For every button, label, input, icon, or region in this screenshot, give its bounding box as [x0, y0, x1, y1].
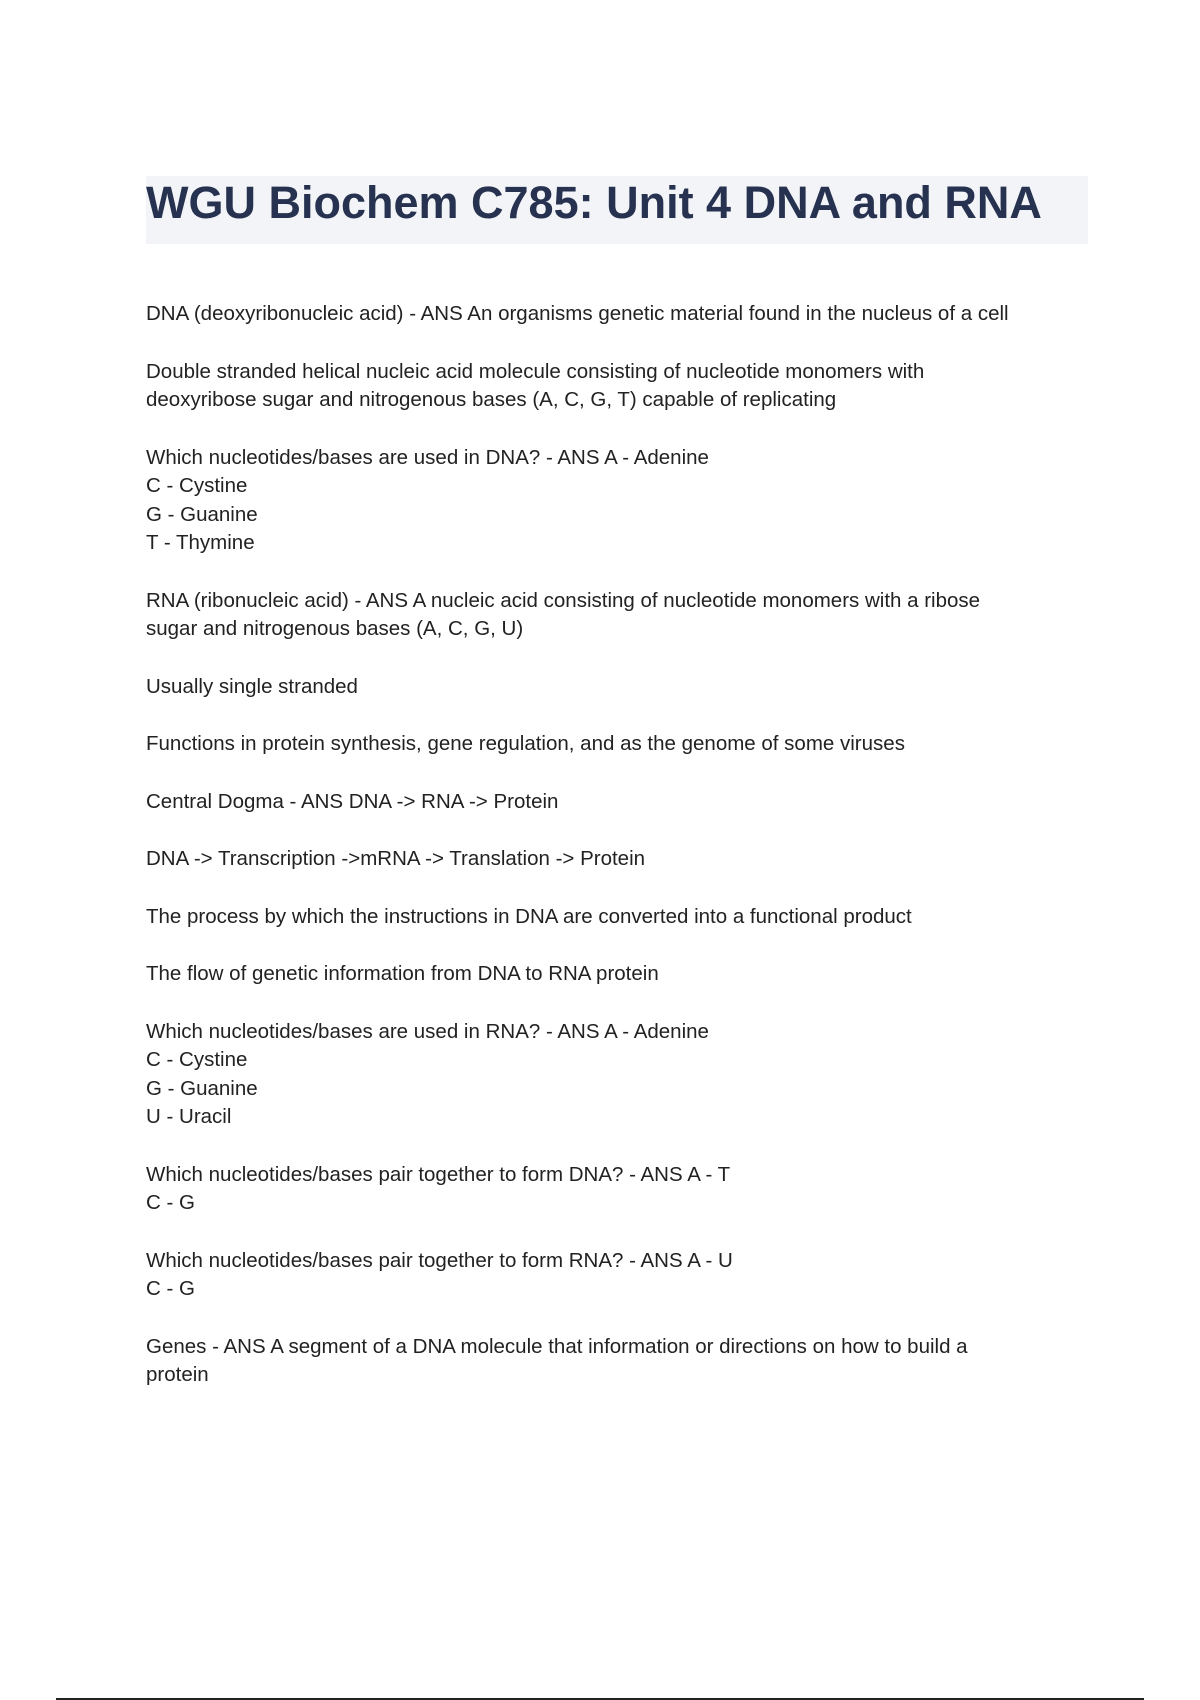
text-line: U - Uracil — [146, 1105, 232, 1128]
text-line: T - Thymine — [146, 531, 255, 554]
paragraph-central-dogma — [146, 788, 1096, 817]
text-line: Functions in protein synthesis, gene regulation, and as the genome of some viruses — [146, 732, 905, 755]
paragraph-dna-definition — [146, 300, 1096, 329]
text-line: sugar and nitrogenous bases (A, C, G, U) — [146, 617, 524, 640]
document-title: WGU Biochem C785: Unit 4 DNA and RNA — [146, 177, 1042, 228]
text-line: Genes - ANS A segment of a DNA molecule that information or directions on how to build a — [146, 1334, 968, 1358]
text-line: DNA -> Transcription ->mRNA -> Translation -> Protein — [146, 847, 646, 870]
paragraph-dna-base-pairs — [146, 1161, 1096, 1218]
paragraph-rna-bases — [146, 1018, 1096, 1132]
text-line: G - Guanine — [146, 502, 258, 526]
text-line: protein — [146, 1363, 209, 1386]
document-body — [146, 300, 1096, 1419]
text-line: C - Cystine — [146, 474, 248, 497]
paragraph-central-dogma-process — [146, 903, 1096, 932]
text-line: DNA (deoxyribonucleic acid) - ANS An organisms genetic material found in the nucleus of a cell — [146, 302, 1009, 325]
paragraph-rna-single-stranded — [146, 673, 1096, 702]
paragraph-rna-definition — [146, 587, 1096, 644]
text-line: Which nucleotides/bases are used in RNA? - ANS A - Adenine — [146, 1019, 709, 1043]
text-line: Central Dogma - ANS DNA -> RNA -> Protein — [146, 789, 559, 813]
text-line: Which nucleotides/bases pair together to form RNA? - ANS A - U — [146, 1248, 733, 1272]
text-line: C - G — [146, 1191, 195, 1214]
text-line: Which nucleotides/bases are used in DNA? - ANS A - Adenine — [146, 445, 709, 469]
text-line: The process by which the instructions in DNA are converted into a functional product — [146, 904, 912, 928]
paragraph-rna-base-pairs — [146, 1247, 1096, 1304]
paragraph-dna-description — [146, 358, 1096, 415]
text-line: Which nucleotides/bases pair together to form DNA? - ANS A - T — [146, 1162, 731, 1186]
text-line: C - Cystine — [146, 1048, 248, 1071]
paragraph-genes-definition — [146, 1333, 1096, 1390]
text-line: C - G — [146, 1277, 195, 1300]
text-line: deoxyribose sugar and nitrogenous bases (A, C, G, T) capable of replicating — [146, 388, 837, 411]
text-line: Usually single stranded — [146, 674, 358, 698]
paragraph-dna-bases — [146, 444, 1096, 558]
text-line: G - Guanine — [146, 1076, 258, 1100]
text-line: Double stranded helical nucleic acid molecule consisting of nucleotide monomers with — [146, 359, 925, 383]
paragraph-central-dogma-flow — [146, 960, 1096, 989]
paragraph-central-dogma-steps — [146, 845, 1096, 874]
text-line: The flow of genetic information from DNA to RNA protein — [146, 962, 659, 985]
text-line: RNA (ribonucleic acid) - ANS A nucleic acid consisting of nucleotide monomers with a ribose — [146, 588, 981, 612]
paragraph-rna-functions — [146, 730, 1096, 759]
